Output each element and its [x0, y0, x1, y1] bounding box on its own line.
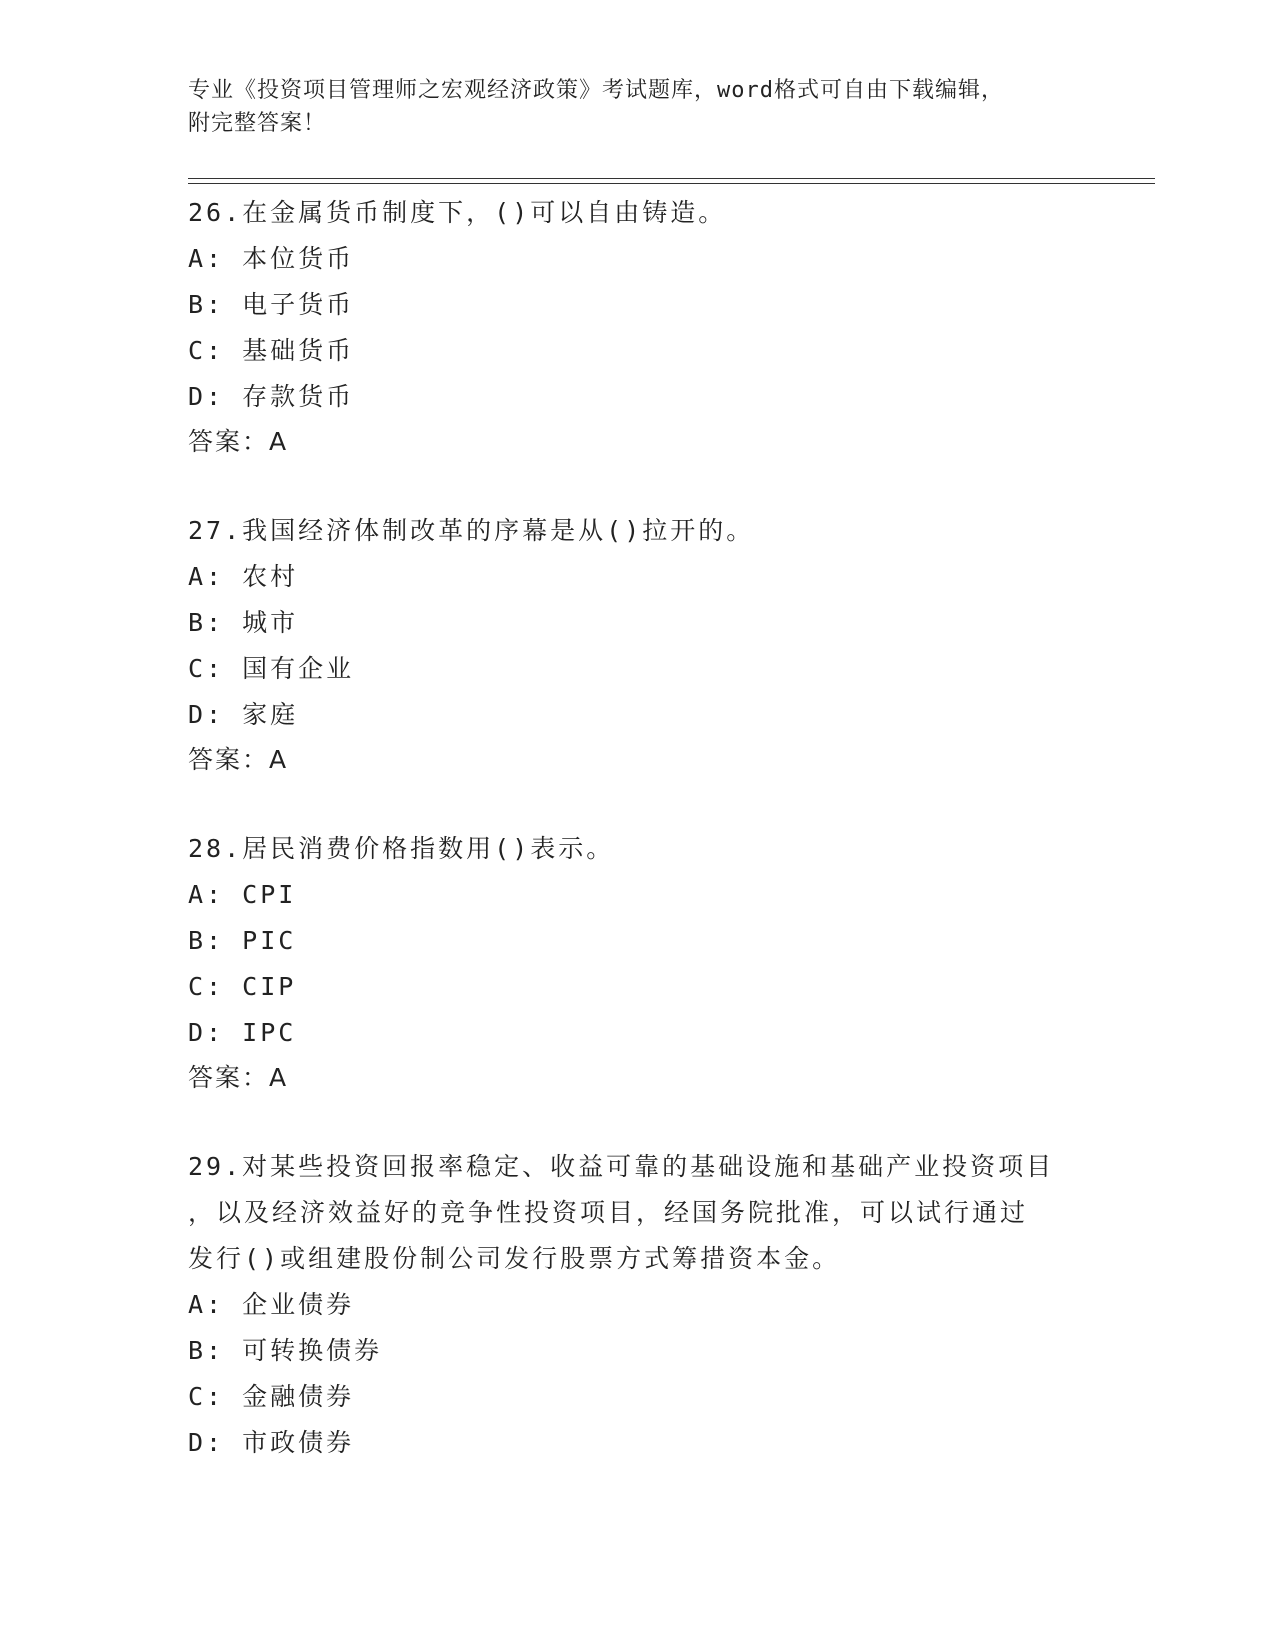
question-text: 26.在金属货币制度下，()可以自由铸造。 [188, 198, 727, 227]
question-26 [188, 190, 1088, 464]
question-text-line-2: ，以及经济效益好的竞争性投资项目，经国务院批准，可以试行通过 [188, 1198, 1029, 1227]
option-c: C: 基础货币 [188, 336, 355, 365]
option-d: D: 存款货币 [188, 382, 355, 411]
question-list [188, 190, 1088, 1510]
option-c: C: 国有企业 [188, 654, 355, 683]
option-d: D: IPC [188, 1018, 297, 1047]
question-text-line-1: 29.对某些投资回报率稳定、收益可靠的基础设施和基础产业投资项目 [188, 1152, 1055, 1181]
option-b: B: 城市 [188, 608, 299, 637]
question-27 [188, 508, 1088, 782]
header-line-1: 专业《投资项目管理师之宏观经济政策》考试题库，word格式可自由下载编辑， [188, 78, 1004, 103]
option-a: A: 农村 [188, 562, 299, 591]
option-d: D: 市政债券 [188, 1428, 355, 1457]
document-header [188, 74, 1088, 140]
option-a: A: 本位货币 [188, 244, 355, 273]
option-b: B: PIC [188, 926, 297, 955]
question-28 [188, 826, 1088, 1100]
header-divider-top [188, 178, 1155, 179]
option-b: B: 可转换债券 [188, 1336, 383, 1365]
answer: 答案：A [188, 745, 289, 774]
question-text-line-3: 发行()或组建股份制公司发行股票方式筹措资本金。 [188, 1244, 841, 1273]
question-text: 28.居民消费价格指数用()表示。 [188, 834, 615, 863]
option-b: B: 电子货币 [188, 290, 355, 319]
answer: 答案：A [188, 427, 289, 456]
option-d: D: 家庭 [188, 700, 299, 729]
question-text: 27.我国经济体制改革的序幕是从()拉开的。 [188, 516, 755, 545]
option-c: C: 金融债券 [188, 1382, 355, 1411]
header-divider-bottom [188, 183, 1155, 184]
header-line-2: 附完整答案！ [188, 111, 327, 136]
option-a: A: 企业债券 [188, 1290, 355, 1319]
question-29 [188, 1144, 1088, 1466]
option-c: C: CIP [188, 972, 297, 1001]
option-a: A: CPI [188, 880, 297, 909]
answer: 答案：A [188, 1063, 289, 1092]
